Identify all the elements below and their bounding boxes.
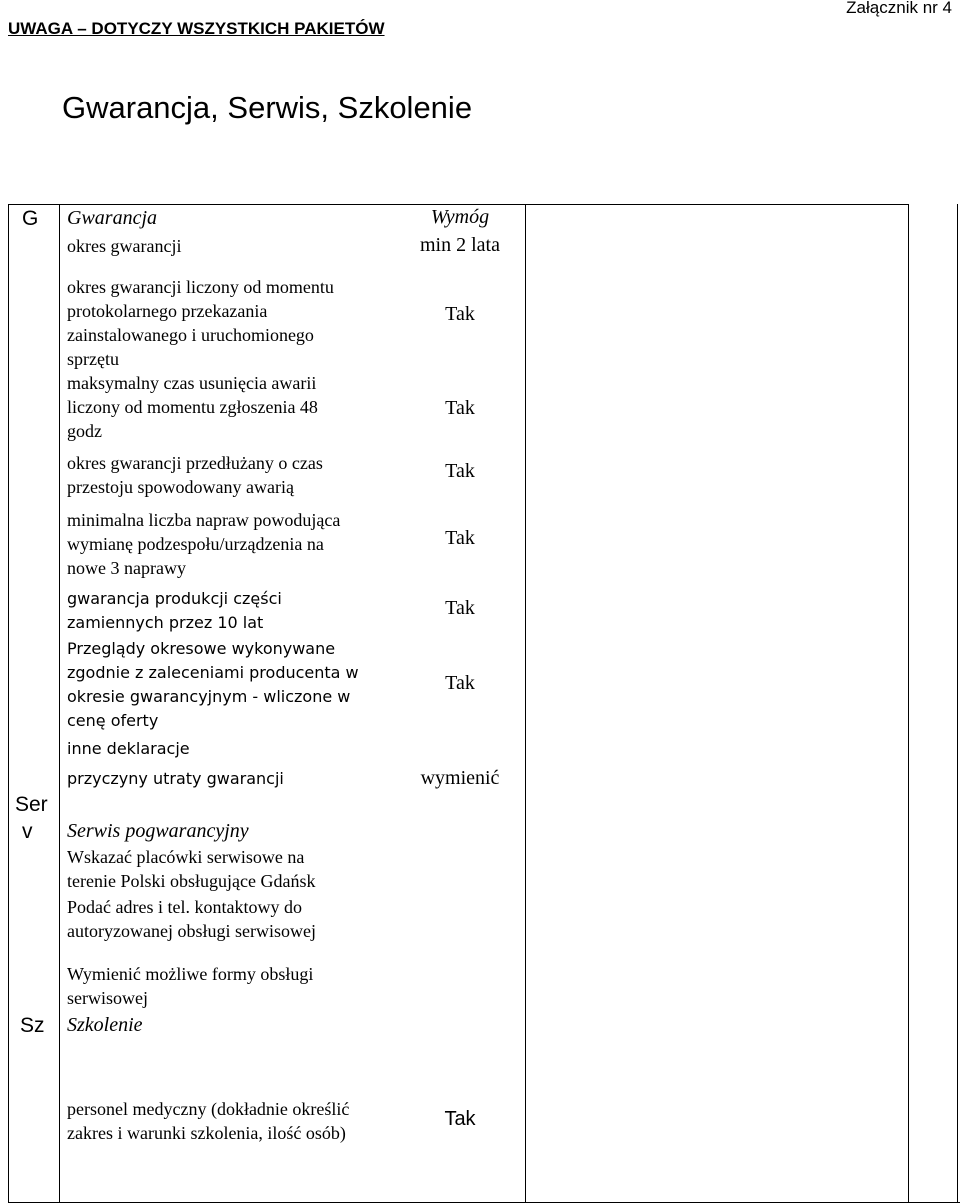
- row-text: personel medyczny (dokładnie określić zakres i warunki szkolenia, ilość osób): [67, 1099, 350, 1143]
- row-requirement: Tak: [445, 460, 475, 482]
- row-text: inne deklaracje: [67, 739, 190, 758]
- row-text: gwarancja produkcji części zamiennych przez 10 lat: [67, 589, 282, 632]
- row-text: Przeglądy okresowe wykonywane zgodnie z zaleceniami producenta w okresie gwarancyjnym - wliczone w cenę oferty: [67, 639, 359, 730]
- row-requirement: Tak: [445, 597, 475, 619]
- row-text: okres gwarancji przedłużany o czas przestoju spowodowany awarią: [67, 453, 323, 497]
- section-code-g: G: [22, 207, 39, 230]
- attachment-label: Załącznik nr 4: [846, 0, 952, 17]
- row-text: przyczyny utraty gwarancji: [67, 769, 284, 788]
- section-heading-gwarancja: Gwarancja: [67, 207, 157, 229]
- notice-heading: UWAGA – DOTYCZY WSZYSTKICH PAKIETÓW: [8, 19, 385, 38]
- section-code-sz: Sz: [20, 1014, 45, 1037]
- row-text: maksymalny czas usunięcia awarii liczony od momentu zgłoszenia 48 godz: [67, 373, 318, 441]
- row-requirement: Tak: [445, 397, 475, 419]
- row-requirement: Tak: [444, 1108, 476, 1130]
- section-code-serv-cont: v: [22, 820, 33, 843]
- row-text: Podać adres i tel. kontaktowy do autoryzowanej obsługi serwisowej: [67, 897, 316, 941]
- row-requirement: min 2 lata: [420, 234, 500, 256]
- section-code-serv: Ser: [15, 793, 48, 816]
- row-text: Wskazać placówki serwisowe na terenie Polski obsługujące Gdańsk: [67, 847, 316, 891]
- section-heading-szkolenie: Szkolenie: [67, 1014, 143, 1036]
- row-text: okres gwarancji liczony od momentu protokolarnego przekazania zainstalowanego i uruchomionego sprzętu: [67, 277, 334, 369]
- section-heading-serwis: Serwis pogwarancyjny: [67, 820, 249, 842]
- row-text: okres gwarancji: [67, 236, 182, 256]
- page-title: Gwarancja, Serwis, Szkolenie: [62, 90, 473, 125]
- row-requirement: Tak: [445, 672, 475, 694]
- row-requirement: Tak: [445, 303, 475, 325]
- row-requirement: Tak: [445, 527, 475, 549]
- requirement-heading: Wymóg: [430, 206, 490, 228]
- row-text: Wymienić możliwe formy obsługi serwisowej: [67, 964, 314, 1008]
- row-text: minimalna liczba napraw powodująca wymianę podzespołu/urządzenia na nowe 3 naprawy: [67, 510, 341, 578]
- row-requirement: wymienić: [420, 767, 500, 789]
